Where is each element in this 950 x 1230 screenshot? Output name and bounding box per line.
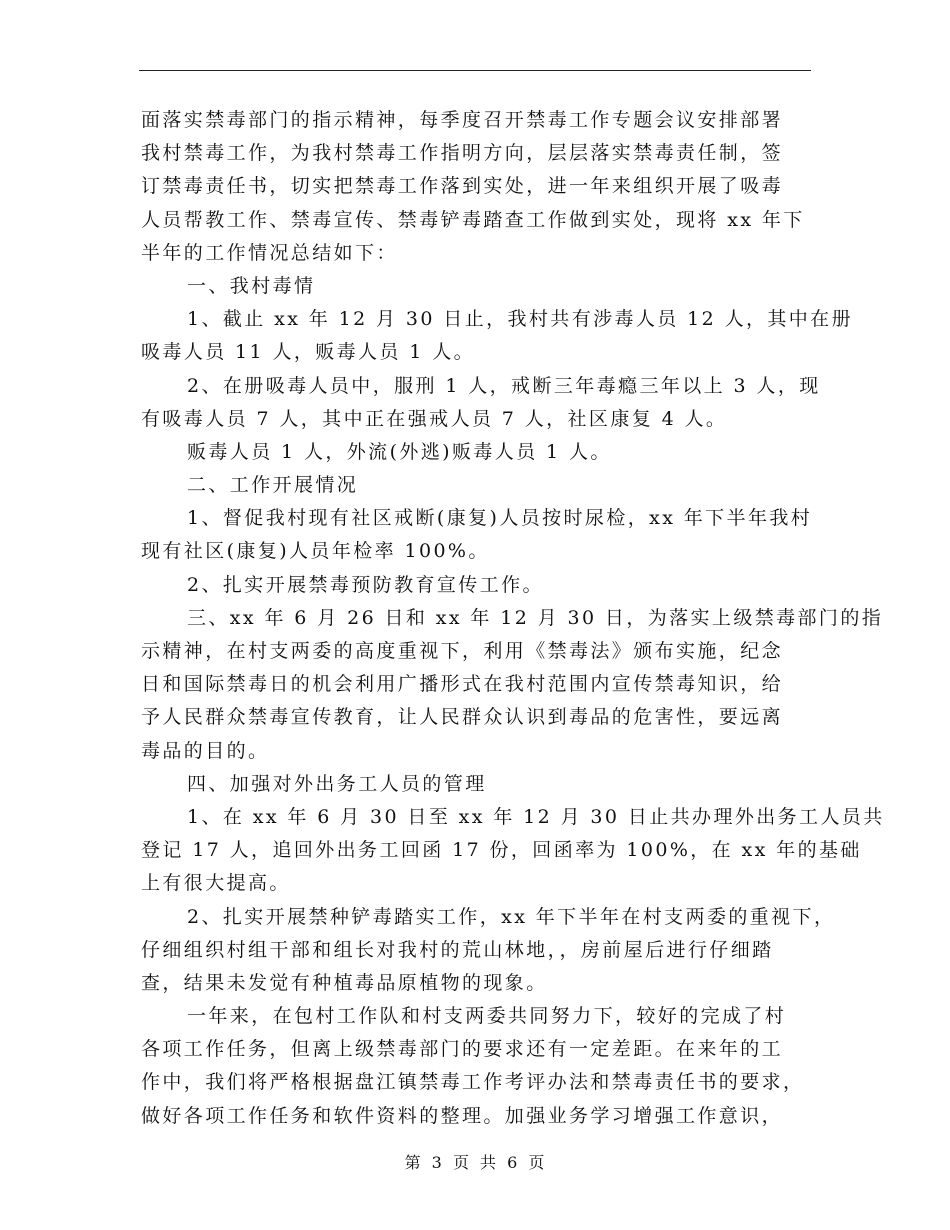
text-line: 贩毒人员 1 人，外流(外逃)贩毒人员 1 人。: [187, 440, 612, 463]
text-line: 做好各项工作任务和软件资料的整理。加强业务学习增强工作意识，: [141, 1104, 784, 1127]
text-line: 查，结果未发觉有种植毒品原植物的现象。: [141, 971, 548, 994]
text-line: 示精神，在村支两委的高度重视下，利用《禁毒法》颁布实施，纪念: [141, 640, 784, 662]
text-line: 1、督促我村现有社区戒断(康复)人员按时尿检，xx 年下半年我村: [187, 507, 813, 530]
text-line: 各项工作任务，但离上级禁毒部门的要求还有一定差距。在来年的工: [141, 1038, 784, 1061]
text-line: 二、工作开展情况: [187, 474, 359, 497]
text-line: 一年来，在包村工作队和村支两委共同努力下，较好的完成了村: [187, 1005, 787, 1028]
text-line: 吸毒人员 11 人，贩毒人员 1 人。: [141, 341, 476, 364]
text-line: 予人民群众禁毒宣传教育，让人民群众认识到毒品的危害性，要远离: [141, 706, 784, 729]
text-line: 1、在 xx 年 6 月 30 日至 xx 年 12 月 30 日止共办理外出务工人员共: [187, 805, 885, 828]
text-line: 四、加强对外出务工人员的管理: [187, 772, 487, 795]
text-line: 面落实禁毒部门的指示精神，每季度召开禁毒工作专题会议安排部署: [141, 109, 784, 131]
text-line: 上有很大提高。: [141, 872, 291, 895]
header-rule: [139, 70, 811, 71]
text-line: 有吸毒人员 7 人，其中正在强戒人员 7 人，社区康复 4 人。: [141, 407, 728, 430]
text-line: 订禁毒责任书，切实把禁毒工作落到实处，进一年来组织开展了吸毒: [141, 175, 784, 198]
text-line: 半年的工作情况总结如下：: [141, 241, 398, 264]
text-line: 一、我村毒情: [187, 274, 316, 297]
page-number: 第 3 页 共 6 页: [404, 1153, 546, 1172]
text-line: 现有社区(康复)人员年检率 100%。: [141, 540, 490, 563]
text-line: 登记 17 人，追回外出务工回函 17 份，回函率为 100%，在 xx 年的基础: [141, 839, 862, 862]
text-line: 2、在册吸毒人员中，服刑 1 人，戒断三年毒瘾三年以上 3 人，现: [187, 374, 821, 397]
text-line: 三、xx 年 6 月 26 日和 xx 年 12 月 30 日，为落实上级禁毒部门的指: [187, 606, 884, 629]
document-body: [141, 104, 885, 1133]
text-line: 2、扎实开展禁毒预防教育宣传工作。: [187, 573, 544, 596]
text-line: 作中，我们将严格根据盘江镇禁毒工作考评办法和禁毒责任书的要求，: [141, 1071, 805, 1094]
text-line: 1、截止 xx 年 12 月 30 日止，我村共有涉毒人员 12 人，其中在册: [187, 308, 853, 331]
text-line: 毒品的目的。: [141, 739, 270, 762]
text-line: 仔细组织村组干部和组长对我村的荒山林地，，房前屋后进行仔细踏: [141, 938, 774, 961]
text-line: 日和国际禁毒日的机会利用广播形式在我村范围内宣传禁毒知识，给: [141, 673, 784, 696]
text-line: 2、扎实开展禁种铲毒踏实工作，xx 年下半年在村支两委的重视下，: [187, 905, 836, 928]
text-line: 我村禁毒工作，为我村禁毒工作指明方向，层层落实禁毒责任制，签: [141, 142, 784, 165]
text-line: 人员帮教工作、禁毒宣传、禁毒铲毒踏查工作做到实处，现将 xx 年下: [141, 208, 805, 231]
